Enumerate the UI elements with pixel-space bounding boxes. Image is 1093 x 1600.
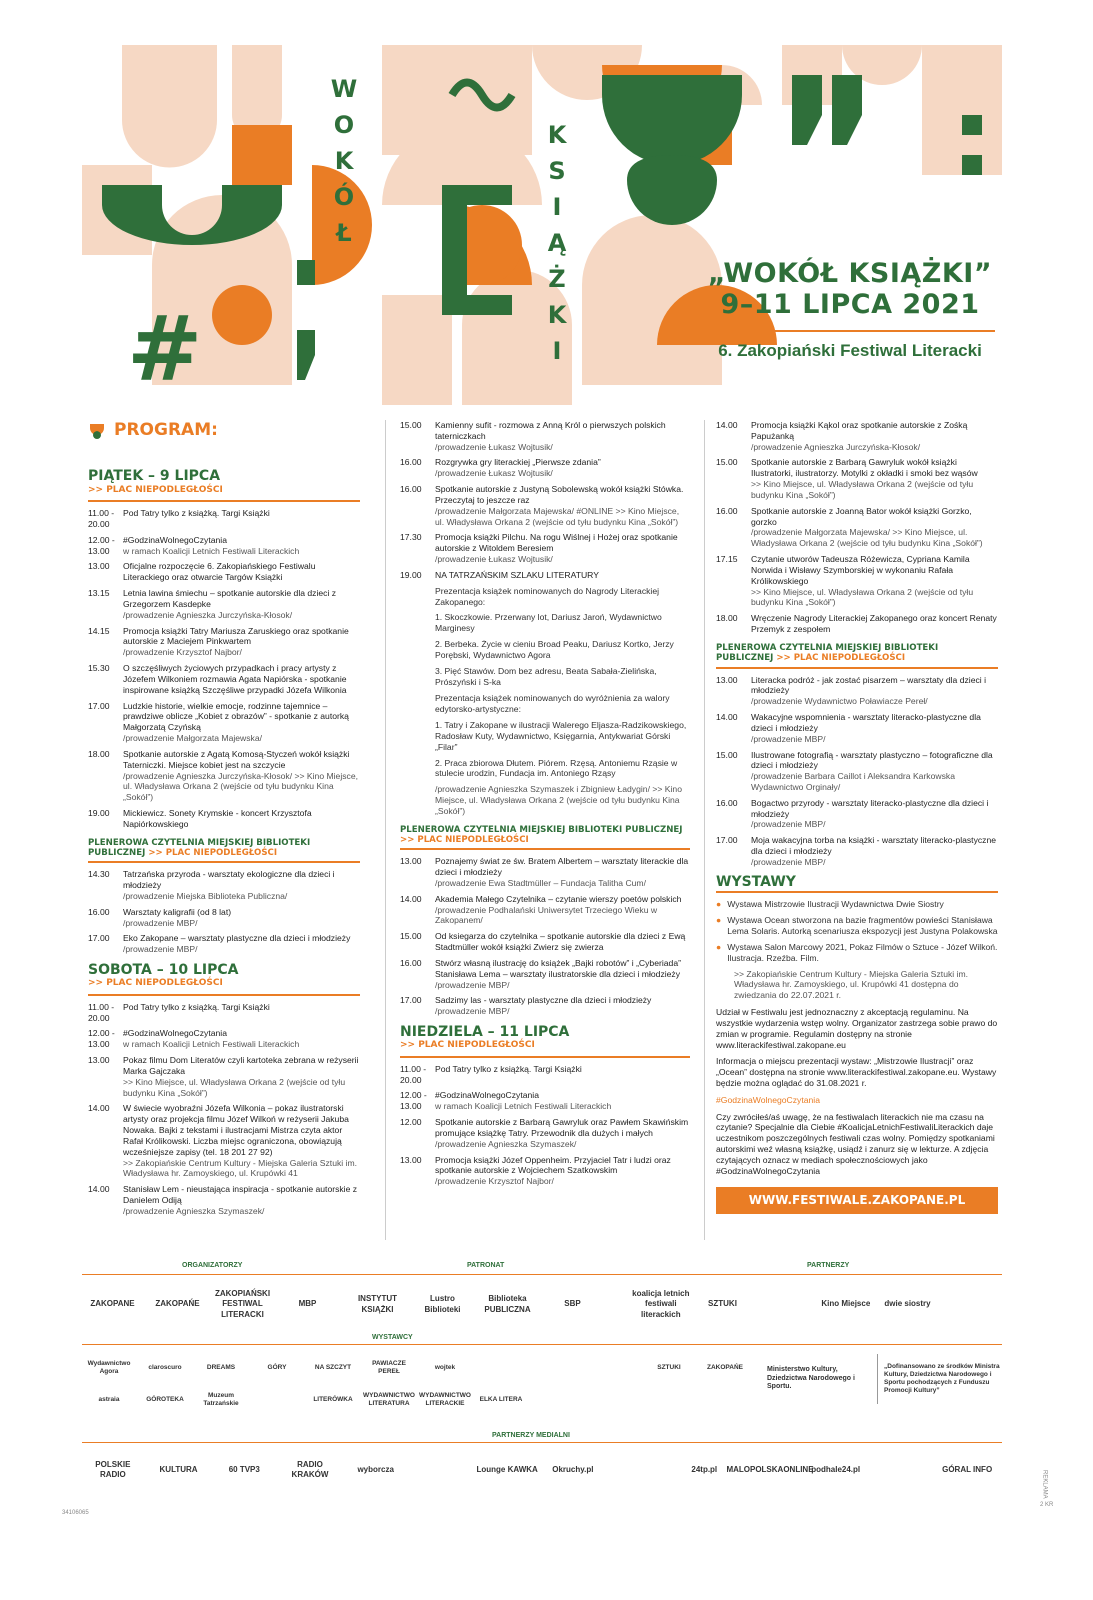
svg-text:K: K — [334, 147, 354, 175]
event-time: 19.00 — [400, 569, 422, 580]
day-sunday — [400, 1025, 690, 1187]
list-item-row — [716, 942, 998, 964]
event-text: #GodzinaWolnegoCzytania — [123, 1028, 227, 1039]
exhibitor-logo: GÓROTEKA — [146, 1395, 184, 1403]
partner-logo: ZAKOPAŃE — [155, 1299, 200, 1309]
program-event — [88, 588, 360, 620]
program-title: PROGRAM: — [114, 420, 218, 440]
event-sub: /prowadzenie MBP/ — [751, 856, 826, 867]
svg-text:S: S — [548, 157, 566, 185]
column-divider — [704, 420, 705, 1240]
event-text: Warsztaty kaligrafii (od 8 lat) — [123, 906, 232, 917]
event-text: Tatrzańska przyroda - warsztaty ekologiczne dla dzieci i młodzieży — [123, 869, 335, 891]
kr-label: 2 KR — [1040, 1502, 1054, 1508]
event-sub: >> Zakopiańskie Centrum Kultury - Miejska Galeria Sztuki im. Władysława hr. Zamoyskiego, ul. Krupówki 41 — [123, 1157, 358, 1179]
event-sub: w ramach Koalicji Letnich Festiwali Literackich — [435, 1101, 612, 1112]
svg-text:I: I — [552, 193, 562, 221]
list-item: 1. Skoczkowie. Przerwany lot, Dariusz Jaroń, Wydawnictwo Marginesy — [435, 612, 662, 634]
program-event — [88, 1184, 360, 1216]
festival-header — [705, 258, 995, 362]
exhibitor-logo: NA SZCZYT — [314, 1363, 352, 1371]
program-event — [400, 1090, 690, 1112]
event-time: 13.00 — [716, 674, 738, 685]
partner-logo: ZAKOPANE — [90, 1299, 135, 1309]
event-text: O szczęśliwych życiowych przypadkach i pracy artysty z Józefem Wilkoniem rozmawia Agata Napiórska - spotkanie inspirowane książką Szczęśliwe przypadki Józefa Wilkonia — [123, 663, 347, 695]
list-item-row — [435, 639, 690, 661]
partner-logo — [940, 1282, 998, 1327]
event-sub: /prowadzenie Podhalański Uniwersytet Trzeciego Wieku w Zakopanem/ — [435, 904, 658, 926]
list-item-row — [716, 899, 998, 910]
exhibitor-logo: Wydawnictwo Agora — [87, 1359, 131, 1375]
event-time: 15.00 — [400, 420, 422, 430]
partner-logo: 60 TVP3 — [228, 1464, 260, 1474]
svg-text:Ą: Ą — [547, 229, 567, 257]
note-reading: Czy zwróciłeś/aś uwagę, że na festiwalach literackich nie ma czasu na czytanie? Specjalnie dla Ciebie #KoalicjaLetnichFestiwaliLiterackich daje uczestnikom poszczególnych festiwali czas wolny. Pomiędzy spotkaniami autorskimi weź własną książkę, usiądź i zanurz się w lekturze. A zdjęcia czytających oznacz w mediach społecznościowych jako #GodzinaWolnegoCzytania — [716, 1111, 995, 1176]
program-event — [88, 869, 360, 901]
section-title: PLENEROWA CZYTELNIA MIEJSKIEJ BIBLIOTEKI PUBLICZNEJ >> PLAC NIEPODLEGŁOŚCI — [400, 825, 690, 851]
program-column-2 — [400, 420, 690, 1192]
partners-section — [82, 1262, 1002, 1487]
event-text: Promocja książki Kąkol oraz spotkanie autorskie z Zośką Papużanką — [751, 420, 968, 441]
program-column-1 — [88, 420, 360, 1222]
event-time: 16.00 — [400, 457, 422, 468]
program-event — [400, 570, 690, 581]
program-event — [400, 420, 690, 452]
event-time: 13.00 — [400, 1154, 422, 1165]
column-divider — [385, 420, 386, 1240]
exhibitor-logo: PAWIACZE PEREŁ — [372, 1359, 406, 1375]
partner-logo: INSTYTUT KSIĄŻKI — [357, 1294, 398, 1314]
program-event — [400, 995, 690, 1017]
event-time: 15.00 — [716, 457, 738, 468]
exhibitor-logo: DREAMS — [206, 1363, 236, 1371]
list-item-row — [435, 666, 690, 688]
program-event — [88, 561, 360, 583]
list-item-row — [435, 758, 690, 780]
program-event — [88, 1055, 360, 1098]
event-text: Pod Tatry tylko z książką. Targi Książki — [435, 1063, 582, 1074]
nominees-block — [400, 586, 690, 817]
event-sub: w ramach Koalicji Letnich Festiwali Literackich — [123, 545, 300, 556]
program-event — [88, 808, 360, 830]
program-event — [400, 1064, 690, 1086]
partner-logo: ZAKOPIAŃSKI FESTIWAL LITERACKI — [214, 1289, 271, 1319]
event-time: 12.00 — [400, 1117, 422, 1128]
exhibitor-logo: SZTUKI — [657, 1363, 681, 1371]
program-event — [400, 856, 690, 888]
event-time: 13.00 — [400, 856, 422, 867]
event-time: 16.00 — [716, 797, 738, 808]
exhibitions-title: WYSTAWY — [716, 874, 998, 894]
event-sub: /prowadzenie MBP/ — [123, 917, 198, 928]
event-time: 13.00 — [88, 1055, 110, 1066]
event-sub: /prowadzenie Łukasz Wojtusik/ — [435, 554, 553, 565]
event-time: 15.00 — [400, 931, 422, 942]
event-text: Od ksiegarza do czytelnika – spotkanie autorskie dla dzieci z Ewą Stadtmüller wokół książki Zwierz się zwierza — [435, 931, 686, 953]
event-text: Akademia Małego Czytelnika – czytanie wierszy poetów polskich — [435, 893, 682, 904]
event-time: 17.15 — [716, 554, 738, 565]
bullet-icon: ● — [716, 941, 722, 952]
event-text: Oficjalne rozpoczęcie 6. Zakopiańskiego Festiwalu Literackiego oraz otwarcie Targów Książki — [123, 561, 316, 583]
event-time: 12.00 - 13.00 — [88, 534, 115, 556]
partner-logo — [411, 1454, 473, 1486]
program-event — [88, 1103, 360, 1179]
program-heading — [88, 420, 360, 441]
partner-logo: podhale24.pl — [811, 1464, 861, 1474]
event-text: #GodzinaWolnegoCzytania — [435, 1090, 539, 1101]
partner-logo — [871, 1454, 933, 1486]
day-place: >> PLAC NIEPODLEGŁOŚCI — [400, 1040, 690, 1057]
day-title: SOBOTA – 10 LIPCA — [88, 962, 239, 979]
hashtag: #GodzinaWolnegoCzytania — [716, 1094, 820, 1105]
ministry-logo: Ministerstwo Kultury, Dziedzictwa Narodowego i Sportu. — [767, 1365, 855, 1391]
exhibitor-logo: Muzeum Tatrzańskie — [203, 1391, 239, 1407]
program-event — [400, 894, 690, 926]
day-title: NIEDZIELA – 11 LIPCA — [400, 1024, 570, 1041]
day-title: PIĄTEK – 9 LIPCA — [88, 468, 221, 485]
event-sub: /prowadzenie MBP/ — [435, 979, 510, 990]
program-event — [88, 626, 360, 658]
exhibitor-logo — [530, 1386, 584, 1414]
event-text: Wakacyjne wspomnienia - warsztaty literacko-plastyczne dla dzieci i młodzieży — [751, 712, 981, 733]
partners-label: PARTNERZY — [807, 1262, 850, 1269]
event-time: 17.00 — [88, 933, 110, 944]
event-time: 17.00 — [716, 835, 738, 846]
list-item: Wystawa Ocean stworzona na bazie fragmentów powieści Stanisława Lema Solaris. Autorką scenariusza ekspozycji jest Justyna Polakowska — [727, 915, 998, 937]
section-title: PLENEROWA CZYTELNIA MIEJSKIEJ BIBLIOTEKI PUBLICZNEJ >> PLAC NIEPODLEGŁOŚCI — [716, 643, 998, 669]
event-time: 19.00 — [88, 808, 110, 818]
partner-logo: SBP — [564, 1299, 581, 1309]
event-text: Spotkanie autorskie z Barbarą Gawryluk wokół książki Ilustratorki, ilustratorzy. Motylki z okładki i smoki bez wąsów — [751, 457, 978, 479]
exhibitor-logo: WYDAWNICTWO LITERATURA — [363, 1391, 415, 1407]
program-event — [88, 663, 360, 695]
program-event — [716, 798, 998, 830]
nominees-intro: Prezentacja książek nominowanych do Nagrody Literackiej Zakopanego: — [435, 585, 660, 607]
list-item: Wystawa Salon Marcowy 2021, Pokaz Filmów o Sztuce - Józef Wilkoń. Ilustracja. Rzeźba. Film. — [727, 941, 998, 963]
exhibitor-logo — [474, 1354, 528, 1382]
event-text: Moja wakacyjna torba na książki - warsztaty literacko-plastyczne dla dzieci i młodzieży — [751, 835, 997, 857]
event-text: NA TATRZAŃSKIM SZLAKU LITERATURY — [435, 569, 599, 580]
partner-logo: GÓRAL INFO — [942, 1464, 993, 1474]
partner-logo: MBP — [298, 1299, 317, 1309]
event-text: Pod Tatry tylko z książką. Targi Książki — [123, 508, 270, 519]
event-text: W świecie wyobraźni Józefa Wilkonia – pokaz ilustratorski artysty oraz projekcja filmu Józef Wilkoń w reżyserii Jakuba Nowaka. Bajki z tekstami i ilustracjami Mistrza czyta aktor Rafał Królikowski. Liczba miejsc ograniczona, obowiązują wcześniejsze zapisy (tel. 18 201 27 92) — [123, 1103, 349, 1157]
exhibitor-logo — [586, 1354, 640, 1382]
event-sub: /prowadzenie Barbara Caillot i Aleksandra Karkowska Wydawnictwo Orginały/ — [751, 771, 955, 792]
ministry-note: „Dofinansowano ze środków Ministra Kultury, Dziedzictwa Narodowego i Sportu pochodzących z Funduszu Promocji Kultury” — [877, 1354, 1002, 1404]
distinct-intro: Prezentacja książek nominowanych do wyróżnienia za walory edytorsko-artystyczne: — [435, 693, 670, 715]
event-text: Kamienny sufit - rozmowa z Anną Król o pierwszych polskich taterniczkach — [435, 420, 666, 441]
event-text: Promocja książki Józef Oppenheim. Przyjaciel Tatr i ludzi oraz spotkanie autorskie z Wojciechem Szatkowskim — [435, 1154, 671, 1176]
svg-text:#: # — [127, 297, 203, 402]
list-item: 2. Berbeka. Życie w cieniu Broad Peaku, Dariusz Kortko, Jerzy Porębski, Wydawnictwo Agora — [435, 639, 674, 660]
program-event — [400, 958, 690, 990]
exhibitor-logo — [250, 1386, 304, 1414]
event-sub: >> Kino Miejsce, ul. Władysława Orkana 2 (wejście od tyłu budynku Kina „Sokół”) — [751, 586, 974, 608]
event-text: Bogactwo przyrody - warsztaty literacko-plastyczne dla dzieci i młodzieży — [751, 797, 989, 819]
event-time: 16.00 — [400, 957, 422, 968]
vertical-title-1: W — [330, 75, 358, 103]
event-time: 18.00 — [716, 613, 738, 624]
partner-logo: KULTURA — [159, 1464, 198, 1474]
partner-logo: Biblioteka PUBLICZNA — [484, 1294, 531, 1314]
partner-logo: MALOPOLSKAONLINE — [726, 1464, 814, 1474]
event-time: 15.00 — [716, 749, 738, 760]
program-event — [716, 613, 998, 635]
event-sub: >> Kino Miejsce, ul. Władysława Orkana 2 (wejście od tyłu budynku Kina „Sokół”) — [123, 1076, 346, 1098]
day-friday — [88, 469, 360, 955]
print-code: 34106065 — [62, 1510, 89, 1516]
event-text: Spotkanie autorskie z Joanną Bator wokół książki Gorzko, gorzko — [751, 505, 972, 527]
partner-logo: Okruchy.pl — [552, 1464, 594, 1474]
event-time: 16.00 — [716, 505, 738, 516]
event-sub: /prowadzenie MBP/ — [751, 733, 826, 744]
program-event — [88, 1028, 360, 1050]
event-text: Poznajemy świat ze św. Bratem Albertem – warsztaty literackie dla dzieci i młodzieży — [435, 856, 689, 878]
partner-logo: Lustro Biblioteki — [424, 1294, 461, 1314]
exhibitions-place: >> Zakopiańskie Centrum Kultury - Miejska Galeria Sztuki im. Władysława hr. Zamoyskiego, ul. Krupówki 41 dostępna do zwiedzania do 22.07.2021 r. — [734, 968, 969, 1001]
event-text: Spotkanie autorskie z Justyną Sobolewską wokół książki Stówka. Przeczytaj to jeszcze raz — [435, 484, 684, 505]
event-time: 18.00 — [88, 748, 110, 759]
vertical-title-2: K — [547, 121, 567, 149]
event-text: Stanisław Lem - nieustająca inspiracja - spotkanie autorskie z Danielem Odiją — [123, 1184, 358, 1206]
distinct-sub: /prowadzenie Agnieszka Szymaszek i Zbigniew Ładygin/ >> Kino Miejsce, ul. Władysława Orkana 2 (wejście od tyłu budynku Kina „Sokół”) — [435, 784, 682, 816]
event-text: Rozgrywka gry literackiej „Pierwsze zdania” — [435, 457, 601, 468]
event-text: Eko Zakopane – warsztaty plastyczne dla dzieci i młodzieży — [123, 933, 351, 944]
event-sub: /prowadzenie Agnieszka Jurczyńska-Kłosok/ — [123, 609, 293, 620]
note-exhibits: Informacja o miejscu prezentacji wystaw: „Mistrzowie Ilustracji” oraz „Ocean” dostępna na stronie www.literackifestiwal.zakopane.eu. Wystawy będzie można oglądać do 31.08.2021 r. — [716, 1056, 997, 1088]
event-time: 11.00 - 20.00 — [400, 1063, 427, 1085]
event-time: 14.30 — [88, 869, 110, 880]
event-text: Pod Tatry tylko z książką. Targi Książki — [123, 1001, 270, 1012]
event-time: 11.00 - 20.00 — [88, 508, 115, 529]
note-rules: Udział w Festiwalu jest jednoznaczny z akceptacją regulaminu. Na wszystkie wydarzenia wstęp wolny. Organizator zastrzega sobie prawo do zmian w programie. Regulamin dostępny na stronie www.literackifestiwal.zakopane.eu — [716, 1007, 998, 1050]
list-item-row — [435, 720, 690, 752]
svg-text:Ó: Ó — [333, 183, 355, 211]
exhibitors-label: WYSTAWCY — [372, 1334, 413, 1341]
program-event — [88, 749, 360, 803]
program-event — [400, 532, 690, 564]
event-time: 12.00 - 13.00 — [88, 1028, 115, 1050]
list-item: 2. Praca zbiorowa Dłutem. Piórem. Rzęsą. Antoniemu Rząsie w stulecie urodzin, Fundacja im. Antoniego Rząsy — [435, 757, 678, 779]
event-text: Literacka podróż - jak zostać pisarzem – warsztaty dla dzieci i młodzieży — [751, 674, 986, 696]
bullet-icon: ● — [716, 899, 722, 910]
event-time: 15.30 — [88, 663, 110, 674]
event-sub: /prowadzenie Miejska Biblioteka Publiczna/ — [123, 890, 288, 901]
program-event — [716, 675, 998, 707]
event-time: 13.15 — [88, 588, 110, 599]
exhibitor-logo: wojtek — [434, 1363, 456, 1371]
program-event — [716, 457, 998, 500]
event-sub: /prowadzenie Ewa Stadtmüller – Fundacja Talitha Cum/ — [435, 877, 646, 888]
program-event — [88, 1002, 360, 1024]
event-sub: /prowadzenie MBP/ — [751, 819, 826, 830]
section-title: PLENEROWA CZYTELNIA MIEJSKIEJ BIBLIOTEKI PUBLICZNEJ >> PLAC NIEPODLEGŁOŚCI — [88, 838, 360, 864]
program-event — [400, 931, 690, 953]
ad-label: REKLAMA — [1041, 1470, 1048, 1499]
organizers-label: ORGANIZATORZY — [182, 1262, 243, 1269]
event-text: #GodzinaWolnegoCzytania — [123, 534, 227, 545]
event-sub: /prowadzenie MBP/ — [123, 944, 198, 955]
event-text: Promocja książki Pilchu. Na rogu Wiślnej i Hożej oraz spotkanie autorskie z Witoldem Beresiem — [435, 532, 678, 554]
partner-logo: wyborcza — [357, 1464, 394, 1474]
event-time: 14.00 — [400, 893, 422, 904]
tulip-icon — [88, 422, 106, 440]
event-time: 17.00 — [400, 995, 422, 1006]
exhibitor-logo: GÓRY — [267, 1363, 287, 1371]
list-item: 3. Pięć Stawów. Dom bez adresu, Beata Sabała-Zielińska, Prószyński i S-ka — [435, 665, 657, 687]
program-event — [88, 933, 360, 955]
list-item-row — [716, 915, 998, 937]
partner-logo: Lounge KAWKA — [476, 1464, 538, 1474]
program-event — [400, 1155, 690, 1187]
svg-text:O: O — [333, 111, 355, 139]
event-time: 13.00 — [88, 561, 110, 572]
event-sub: >> Kino Miejsce, ul. Władysława Orkana 2 (wejście od tyłu budynku Kina „Sokół”) — [751, 479, 974, 500]
program-event — [88, 508, 360, 530]
program-event — [88, 701, 360, 744]
website-link[interactable]: WWW.FESTIWALE.ZAKOPANE.PL — [716, 1187, 998, 1214]
festival-dates: 9–11 LIPCA 2021 — [720, 289, 980, 321]
list-item: Wystawa Mistrzowie Ilustracji Wydawnictwa Dwie Siostry — [727, 899, 944, 910]
exhibitor-logo: WYDAWNICTWO LITERACKIE — [419, 1391, 471, 1407]
partner-logo: SZTUKI — [708, 1299, 737, 1309]
program-event — [400, 484, 690, 527]
exhibitor-logo: LITERÓWKA — [313, 1395, 353, 1403]
partner-logo: POLSKIE RADIO — [95, 1459, 131, 1479]
event-time: 14.00 — [716, 420, 738, 430]
event-time: 14.15 — [88, 625, 110, 636]
event-text: Czytanie utworów Tadeusza Różewicza, Cypriana Kamila Norwida i Wisławy Szymborskiej w wykonaniu Rafała Królikowskiego — [751, 554, 970, 586]
patronage-label: PATRONAT — [467, 1262, 505, 1269]
partner-logo: RADIO KRAKÓW — [291, 1459, 329, 1479]
day-saturday — [88, 963, 360, 1217]
program-event — [716, 712, 998, 744]
event-sub: /prowadzenie Wydawnictwo Poławiacze Pereł/ — [751, 696, 928, 707]
event-text: Wręczenie Nagrody Literackiej Zakopanego oraz koncert Renaty Przemyk z zespołem — [751, 613, 997, 635]
event-text: Ludzkie historie, wielkie emocje, rodzinne tajemnice – prawdziwe oblicze „Kobiet z obrazów” - spotkanie z autorką Małgorzatą Czyńską — [123, 700, 349, 733]
day-place: >> PLAC NIEPODLEGŁOŚCI — [88, 978, 360, 995]
event-time: 16.00 — [88, 906, 110, 917]
partner-logo: dwie siostry — [884, 1299, 931, 1309]
program-event — [88, 907, 360, 929]
svg-text:Ż: Ż — [548, 265, 566, 293]
partner-logo: koalicja letnich festiwali literackich — [632, 1289, 690, 1319]
event-sub: w ramach Koalicji Letnich Festiwali Literackich — [123, 1039, 300, 1050]
event-time: 12.00 - 13.00 — [400, 1090, 427, 1112]
event-sub: /prowadzenie Agnieszka Jurczyńska-Kłosok/ >> Kino Miejsce, ul. Władysława Orkana 2 (wejście od tyłu budynku Kina „Sokół”) — [123, 770, 359, 803]
exhibitor-logo: claroscuro — [148, 1363, 182, 1371]
program-column-3 — [716, 420, 998, 1214]
list-item-row — [435, 612, 690, 634]
list-item: 1. Tatry i Zakopane w ilustracji Walerego Eljasza-Radzikowskiego, Radosław Kuty, Wydawnictwo, Księgarnia, Antykwariat Górski „Filar” — [435, 720, 687, 752]
event-text: Ilustrowane fotografią - warsztaty plastyczno – fotograficzne dla dzieci i młodzieży — [751, 749, 993, 771]
event-text: Spotkanie autorskie z Agatą Komosą-Styczeń wokół książki Taterniczki. Miejsce kobiet jest na szczycie — [123, 748, 350, 770]
festival-subtitle: 6. Zakopiański Festiwal Literacki — [718, 341, 982, 361]
program-event — [716, 506, 998, 549]
event-sub: /prowadzenie Łukasz Wojtusik/ — [435, 441, 553, 452]
svg-text:I: I — [552, 337, 562, 365]
event-text: Letnia lawina śmiechu – spotkanie autorskie dla dzieci z Grzegorzem Kasdepke — [123, 588, 337, 609]
event-time: 16.00 — [400, 484, 422, 495]
event-time: 14.00 — [716, 712, 738, 723]
event-sub: /prowadzenie MBP/ — [435, 1006, 510, 1017]
program-event — [716, 554, 998, 608]
event-sub: /prowadzenie Agnieszka Szymaszek/ — [435, 1138, 577, 1149]
exhibitor-logo — [530, 1354, 584, 1382]
program-event — [400, 457, 690, 479]
program-event — [716, 750, 998, 793]
event-text: Pokaz filmu Dom Literatów czyli kartoteka zebrana w reżyserii Marka Gajczaka — [123, 1055, 359, 1076]
partner-logo: 24tp.pl — [691, 1464, 718, 1474]
event-sub: /prowadzenie Małgorzata Majewska/ #ONLINE >> Kino Miejsce, ul. Władysława Orkana 2 (wejście od tyłu budynku Kina „Sokół”) — [435, 505, 680, 527]
partner-logo: Kino Miejsce — [821, 1299, 871, 1309]
festival-title: „WOKÓŁ KSIĄŻKI” — [707, 258, 993, 289]
day-place: >> PLAC NIEPODLEGŁOŚCI — [88, 485, 360, 502]
bullet-icon: ● — [716, 915, 722, 926]
exhibitor-logo: astraia — [98, 1395, 120, 1403]
event-time: 14.00 — [88, 1103, 110, 1114]
partner-logo — [755, 1282, 813, 1327]
event-sub: /prowadzenie Krzysztof Najbor/ — [435, 1176, 554, 1187]
event-sub: /prowadzenie Małgorzata Majewska/ — [123, 733, 262, 744]
event-text: Promocja książki Tatry Mariusza Zaruskiego oraz spotkanie autorskie z Maciejem Pinkwartem — [123, 625, 349, 647]
event-sub: /prowadzenie Łukasz Wojtusik/ — [435, 468, 553, 479]
event-sub: /prowadzenie Małgorzata Majewska/ >> Kino Miejsce, ul. Władysława Orkana 2 (wejście od tyłu budynku Kina „Sokół”) — [751, 527, 983, 549]
event-time: 17.30 — [400, 532, 422, 543]
event-sub: /prowadzenie Agnieszka Jurczyńska-Kłosok/ — [751, 441, 921, 452]
header-divider — [705, 330, 995, 332]
event-text: Sadzimy las - warsztaty plastyczne dla dzieci i młodzieży — [435, 995, 652, 1006]
event-sub: /prowadzenie Krzysztof Najbor/ — [123, 647, 242, 658]
event-text: Stwórz własną ilustrację do książek „Bajki robotów” i „Cyberiada” Stanisława Lema – warsztaty ilustratorskie dla dzieci i młodzieży — [435, 957, 681, 979]
event-sub: /prowadzenie Agnieszka Szymaszek/ — [123, 1205, 265, 1216]
partner-logo — [608, 1454, 670, 1486]
event-time: 14.00 — [88, 1184, 110, 1195]
svg-text:Ł: Ł — [336, 219, 352, 247]
program-event — [716, 420, 998, 452]
event-text: Spotkanie autorskie z Barbarą Gawryluk oraz Pawłem Skawińskim promujące książkę Tatry. Przewodnik dla dużych i małych — [435, 1117, 689, 1138]
exhibitor-logo: ELKA LITERA — [479, 1395, 523, 1403]
event-time: 17.00 — [88, 700, 110, 711]
program-event — [716, 835, 998, 867]
svg-text:K: K — [547, 301, 567, 329]
media-label: PARTNERZY MEDIALNI — [492, 1432, 570, 1439]
event-time: 11.00 - 20.00 — [88, 1001, 115, 1023]
program-event — [400, 1117, 690, 1149]
program-event — [88, 535, 360, 557]
exhibitor-logo: ZAKOPAŃE — [707, 1363, 743, 1371]
event-text: Mickiewicz. Sonety Krymskie - koncert Krzysztofa Napiórkowskiego — [123, 808, 312, 829]
